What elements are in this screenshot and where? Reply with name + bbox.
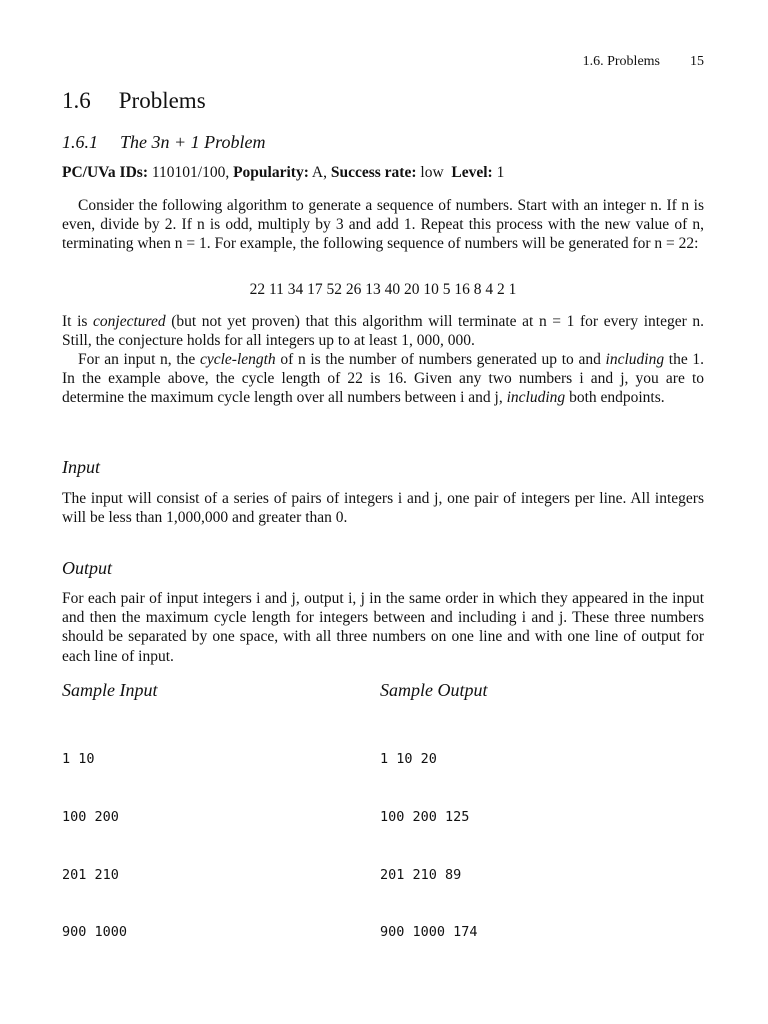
problem-ids <box>62 164 504 182</box>
sample-input-line: 900 1000 <box>62 924 128 941</box>
running-head-section: 1.6. Problems <box>582 54 660 69</box>
text-run: both endpoints. <box>565 389 665 407</box>
running-head <box>583 54 704 70</box>
section-name: Problems <box>118 88 206 113</box>
sample-input-line: 100 200 <box>62 809 119 826</box>
sample-output-block <box>380 712 478 981</box>
conjecture-paragraph <box>62 312 704 350</box>
subsection-number: 1.6.1 <box>62 132 98 152</box>
sample-input-line: 1 10 <box>62 751 95 768</box>
emphasis-including: including <box>605 351 665 368</box>
emphasis-cycle-length: cycle-length <box>199 351 276 368</box>
text-run: It is <box>62 313 94 330</box>
input-heading: Input <box>62 457 100 477</box>
sample-output-heading: Sample Output <box>380 680 488 700</box>
text-run: For an input n, the <box>78 351 200 368</box>
sample-input-heading: Sample Input <box>62 680 158 700</box>
level-value: 1 <box>496 164 505 181</box>
input-description: The input will consist of a series of pairs of integers i and j, one pair of integers per line. All integers will be less than 1,000,000 and greater than 0. <box>62 490 704 527</box>
sample-input-block <box>62 712 127 981</box>
output-heading: Output <box>62 558 113 578</box>
popularity-label: Popularity: <box>233 164 309 181</box>
sample-output-line: 100 200 125 <box>380 809 470 826</box>
success-rate-label: Success rate: <box>330 164 417 181</box>
example-sequence: 22 11 34 17 52 26 13 40 20 10 5 16 8 4 2 1 <box>249 281 517 298</box>
text-run: of n is the number of numbers generated up to and <box>275 351 606 368</box>
intro-paragraph: Consider the following algorithm to generate a sequence of numbers. Start with an integer n. If n is even, divide by 2. If n is odd, multiply by 3 and add 1. Repeat this process with the new value of n, terminating when n = 1. For example, the following sequence of numbers will be generated for n = 22: <box>62 197 704 253</box>
subsection-name: The 3n + 1 Problem <box>120 132 266 152</box>
sample-output-line: 1 10 20 <box>380 751 437 768</box>
ids-label: PC/UVa IDs: <box>62 164 148 181</box>
output-description: For each pair of input integers i and j, output i, j in the same order in which they appeared in the input and then the maximum cycle length for integers between and including i and j. These three numbers should be separated by one space, with all three numbers on one line and with one line of output for each line of input. <box>62 590 704 665</box>
emphasis-conjectured: conjectured <box>93 313 166 330</box>
sample-input-line: 201 210 <box>62 866 119 883</box>
text-run: (but not yet proven) that this algorithm will terminate at n = 1 for every integer n. Still, the conjecture holds for all integers up to at least 1, 000, 000. <box>62 313 704 350</box>
section-number: 1.6 <box>62 88 91 113</box>
subsection-title <box>62 132 265 153</box>
popularity-value: A, <box>311 164 327 181</box>
sample-output-line: 201 210 89 <box>380 866 462 883</box>
ids-value: 110101/100, <box>151 164 230 181</box>
sample-output-line: 900 1000 174 <box>380 924 478 941</box>
level-label: Level: <box>451 164 493 181</box>
emphasis-including: including <box>506 389 566 407</box>
page-number: 15 <box>690 54 704 69</box>
cycle-length-paragraph <box>62 350 704 408</box>
section-title <box>62 88 206 114</box>
success-rate-value: low <box>420 164 444 181</box>
text-run: the 1. In the example above, the cycle length of 22 is 16. Given any two numbers i and j, you are to determine the maximum cycle length over all numbers between i and j, <box>62 351 705 407</box>
